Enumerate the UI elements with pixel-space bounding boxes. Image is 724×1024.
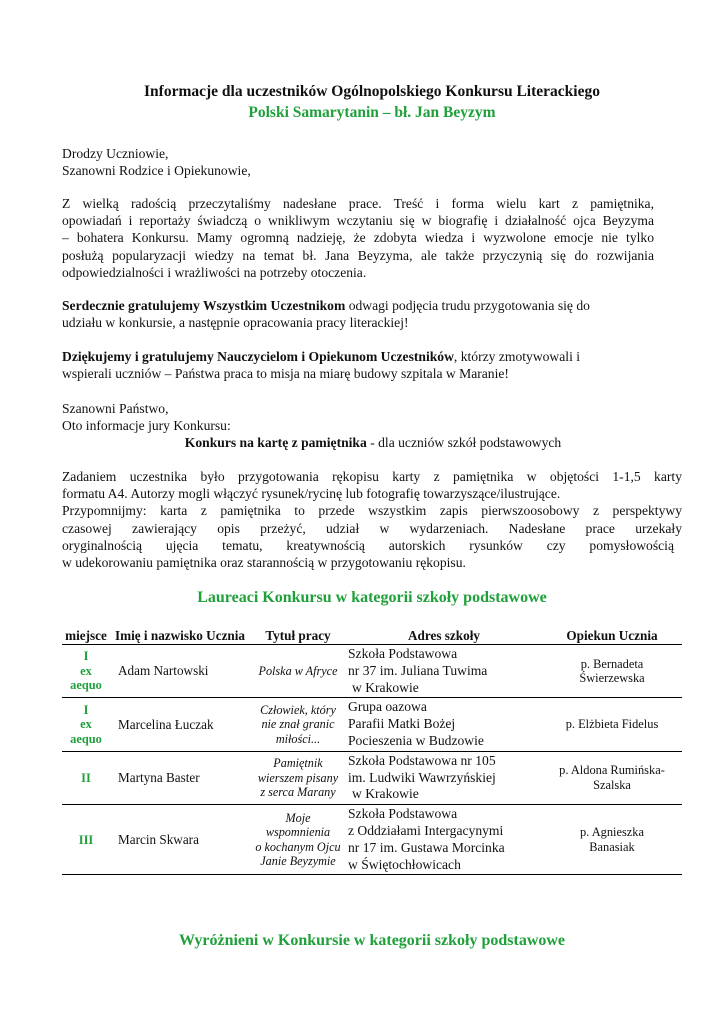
table-row: [62, 751, 682, 804]
work-title-line: z serca Marany: [260, 785, 336, 800]
tutor-line: p. Elżbieta Fidelus: [565, 717, 659, 732]
table-row: [62, 645, 682, 698]
congrats-bold: Serdecznie gratulujemy Wszystkim Uczestnikom: [62, 298, 346, 313]
place-line: I: [83, 649, 89, 664]
task-line: formatu A4. Autorzy mogli włączyć rysunek/rycinę lub fotografię towarzyszące/ilustrujące.: [62, 486, 561, 502]
place-cell: [62, 645, 110, 698]
intro-line: posłużą popularyzacji wiedzy na temat bł. Jana Beyzyma, ale także przyczynią się do rozwijania: [62, 247, 654, 263]
laureates-table: [62, 626, 682, 875]
work-title-line: Polska w Afryce: [258, 663, 338, 678]
tutor: [542, 645, 682, 698]
place-cell: [62, 805, 110, 875]
table-row: [62, 698, 682, 751]
congrats-text: odwagi podjęcia trudu przygotowania się do: [345, 298, 590, 313]
student-name: Marcin Skwara: [118, 831, 199, 847]
task-paragraph: [62, 468, 682, 571]
intro-paragraph: [62, 195, 654, 281]
school-line: Szkoła Podstawowa: [348, 806, 458, 822]
school-line: Pocieszenia w Budzowie: [348, 732, 484, 748]
jury-line: Szanowni Państwo,: [62, 401, 169, 416]
work-title-line: wspomnienia: [265, 825, 331, 840]
school-address: [346, 751, 542, 804]
category-text: - dla uczniów szkół podstawowych: [366, 435, 562, 451]
work-title: [250, 698, 346, 751]
header-name: Imię i nazwisko Ucznia: [114, 628, 246, 643]
task-line: w udekorowaniu pamiętnika oraz starannością w przygotowaniu rękopisu.: [62, 555, 466, 571]
place-line: III: [78, 832, 94, 847]
school-line: z Oddziałami Intergacynymi: [348, 822, 504, 838]
place-line: ex: [80, 663, 92, 678]
task-line: czasowej zawierający opis przeżyć, udział w wydarzeniach. Nadesłane prace urzekały: [62, 520, 682, 536]
thanks-text: , którzy zmotywowali i: [453, 349, 581, 364]
place-line: I: [83, 702, 89, 717]
tutor: [542, 698, 682, 751]
jury-intro: [62, 400, 654, 452]
tutor-line: p. Aldona Rumińska-: [559, 763, 665, 778]
student-name: Marcelina Łuczak: [118, 716, 214, 732]
school-line: nr 37 im. Juliana Tuwima: [348, 662, 488, 678]
work-title: [250, 805, 346, 875]
task-line: Przypomnijmy: karta z pamiętnika to przede wszystkim zapis pierwszoosobowy z perspektywy: [62, 503, 682, 519]
tutor-line: Szalska: [593, 777, 631, 792]
school-line: im. Ludwiki Wawrzyńskiej: [348, 769, 496, 785]
intro-line: opowiadań i reportaży świadczą o wnikliwym wczytaniu się w biografię i działalność ojca Beyzyma: [62, 213, 654, 229]
document-subtitle: Polski Samarytanin – bł. Jan Beyzym: [248, 104, 496, 121]
laureates-heading: Laureaci Konkursu w kategorii szkoły podstawowe: [197, 589, 547, 606]
table-row: [62, 805, 682, 875]
document-title: Informacje dla uczestników Ogólnopolskiego Konkursu Literackiego: [144, 83, 600, 100]
greeting: [62, 145, 654, 179]
task-line: Zadaniem uczestnika było przygotowania rękopisu karty z pamiętnika w objętości 1-1,5 karty: [62, 469, 682, 484]
school-line: Szkoła Podstawowa nr 105: [348, 752, 496, 768]
school-line: Szkoła Podstawowa: [348, 646, 458, 661]
intro-line: – bohatera Konkursu. Mamy ogromną nadzieję, że zdobyta wiedza i wyzwolone emocje nie tylko: [62, 230, 654, 246]
distinctions-heading: Wyróżnieni w Konkursie w kategorii szkoły podstawowe: [178, 932, 566, 949]
school-line: Grupa oazowa: [348, 699, 427, 715]
student-name: Adam Nartowski: [118, 663, 209, 679]
category-title: Konkurs na kartę z pamiętnika: [184, 435, 367, 451]
greeting-line: Drodzy Uczniowie,: [62, 146, 169, 161]
intro-line: Z wielką radością przeczytaliśmy nadesłane prace. Treść i forma wielu kart z pamiętnika,: [62, 196, 654, 211]
school-address: [346, 645, 542, 698]
jury-line: Oto informacje jury Konkursu:: [62, 418, 231, 434]
tutor-line: Banasiak: [589, 839, 635, 854]
table-header-row: [62, 626, 682, 645]
thanks-bold: Dziękujemy i gratulujemy Nauczycielom i Opiekunom Uczestników: [62, 349, 454, 364]
header-title: Tytuł pracy: [265, 628, 331, 643]
work-title-line: nie znał granic: [261, 717, 335, 732]
thanks-paragraph: [62, 348, 654, 382]
place-cell: [62, 751, 110, 804]
congrats-line: udziału w konkursie, a następnie opracowania pracy literackiej!: [62, 315, 409, 331]
place-line: aequo: [70, 731, 102, 746]
school-address: [346, 805, 542, 875]
task-line: oryginalnością ujęcia tematu, kreatywnością autorskich rysunków czy pomysłowością: [62, 537, 674, 553]
congrats-paragraph: [62, 297, 654, 331]
thanks-line: wspierali uczniów – Państwa praca to misja na miarę budowy szpitala w Maranie!: [62, 366, 509, 382]
school-line: w Krakowie: [352, 786, 419, 802]
work-title: [250, 751, 346, 804]
work-title: [250, 645, 346, 698]
work-title-line: wierszem pisany: [257, 770, 339, 785]
header-tutor: Opiekun Ucznia: [566, 628, 658, 643]
work-title-line: Moje: [285, 810, 311, 825]
school-line: w Krakowie: [352, 679, 419, 695]
header-place: miejsce: [65, 628, 107, 643]
tutor-line: p. Bernadeta: [580, 656, 644, 671]
greeting-line: Szanowni Rodzice i Opiekunowie,: [62, 163, 251, 179]
work-title-line: o kochanym Ojcu: [255, 839, 341, 854]
tutor: [542, 751, 682, 804]
work-title-line: Janie Beyzymie: [260, 854, 336, 869]
place-line: II: [81, 770, 91, 785]
intro-line: odpowiedzialności i wrażliwości na potrzeby otoczenia.: [62, 264, 367, 280]
tutor: [542, 805, 682, 875]
work-title-line: Człowiek, który: [260, 702, 336, 717]
place-line: ex: [80, 717, 92, 732]
school-line: Parafii Matki Bożej: [348, 716, 456, 732]
school-address: [346, 698, 542, 751]
place-line: aequo: [70, 678, 102, 693]
student-name: Martyna Baster: [118, 769, 200, 785]
header-school: Adres szkoły: [408, 628, 480, 643]
work-title-line: Pamiętnik: [273, 756, 323, 771]
tutor-line: Świerzewska: [579, 671, 645, 686]
work-title-line: miłości...: [275, 731, 321, 746]
school-line: w Świętochłowicach: [348, 856, 461, 872]
tutor-line: p. Agnieszka: [579, 825, 644, 840]
place-cell: [62, 698, 110, 751]
school-line: nr 17 im. Gustawa Morcinka: [348, 839, 505, 855]
